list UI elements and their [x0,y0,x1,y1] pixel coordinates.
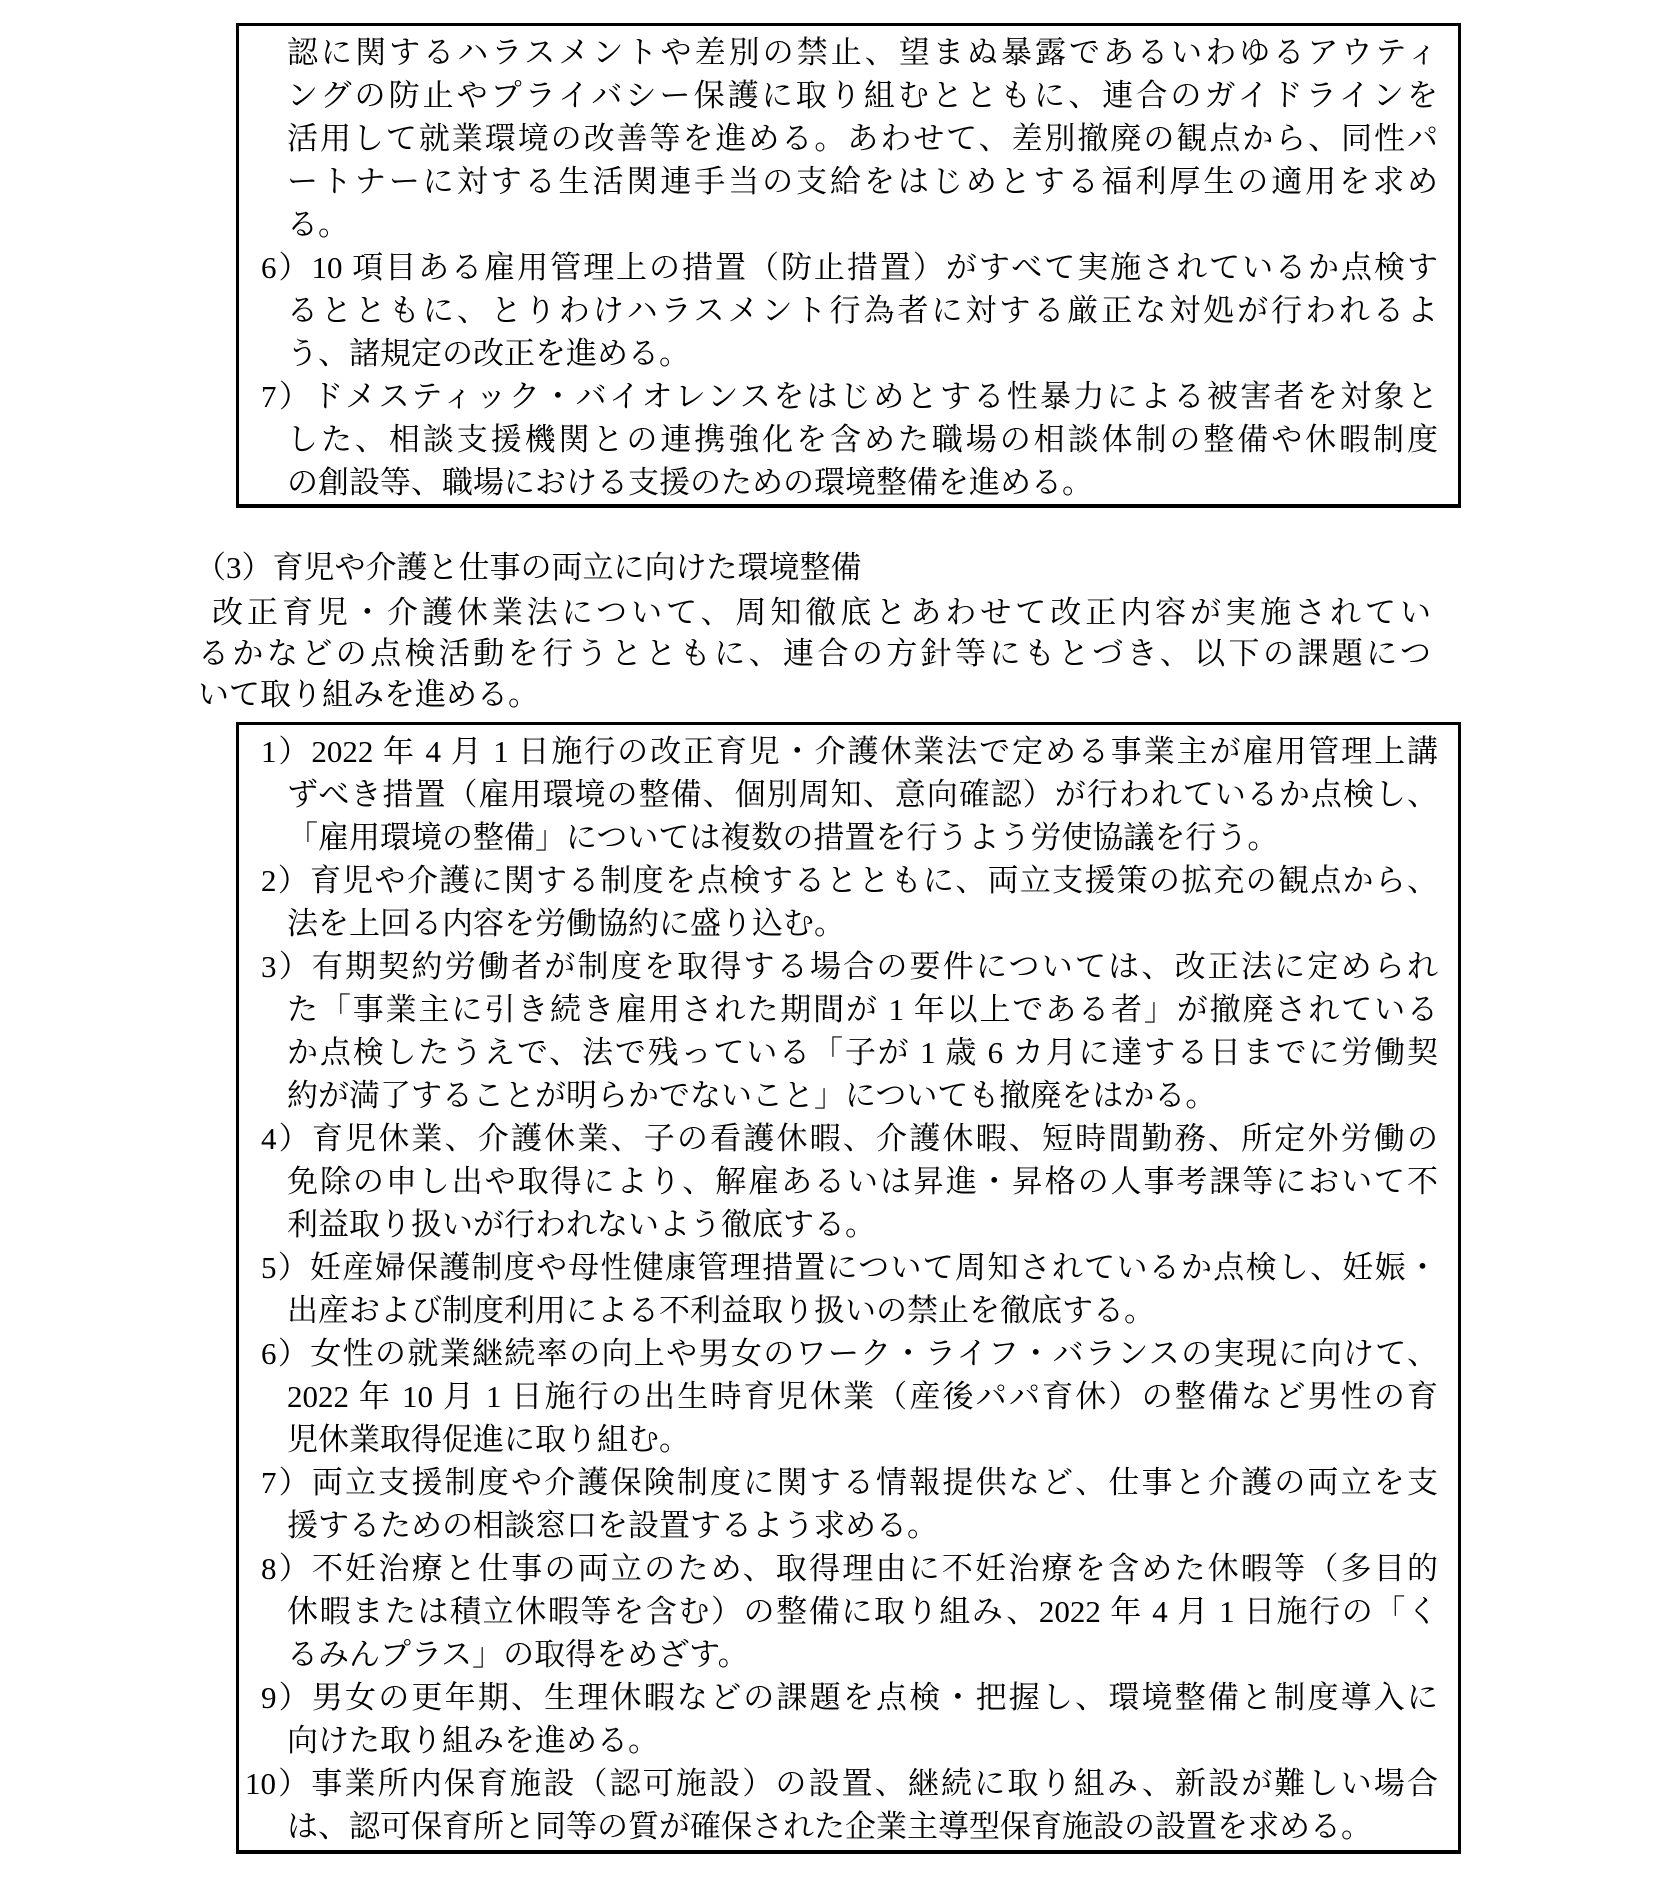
text-line: 5）妊産婦保護制度や母性健康管理措置について周知されているか点検し、妊娠・ [261,1250,1438,1285]
text-line: した、相談支援機関との連携強化を含めた職場の相談体制の整備や休暇制度 [287,422,1438,457]
text-line: ずべき措置（雇用環境の整備、個別周知、意向確認）が行われているか点検し、 [287,777,1438,812]
text-line: 援するための相談窓口を設置するよう求める。 [287,1508,938,1543]
text-line: た「事業主に引き続き雇用された期間が 1 年以上である者」が撤廃されている [287,992,1438,1027]
text-line: 利益取り扱いが行われないよう徹底する。 [287,1207,876,1242]
text-line: 免除の申し出や取得により、解雇あるいは昇進・昇格の人事考課等において不 [287,1164,1438,1199]
section-heading: （3）育児や介護と仕事の両立に向けた環境整備 [195,550,862,585]
paragraph-line: るかなどの点検活動を行うとともに、連合の方針等にもとづき、以下の課題につ [198,636,1431,671]
text-line: か点検したうえで、法で残っている「子が 1 歳 6 カ月に達する日までに労働契 [287,1035,1438,1070]
text-line: 7）ドメスティック・バイオレンスをはじめとする性暴力による被害者を対象と [261,379,1438,414]
text-line: 出産および制度利用による不利益取り扱いの禁止を徹底する。 [287,1293,1155,1328]
text-line: 活用して就業環境の改善等を進める。あわせて、差別撤廃の観点から、同性パ [287,121,1438,156]
paragraph-line: 改正育児・介護休業法について、周知徹底とあわせて改正内容が実施されてい [212,595,1431,630]
text-line: 「雇用環境の整備」については複数の措置を行うよう労使協議を行う。 [287,820,1279,855]
text-line: の創設等、職場における支援のための環境整備を進める。 [287,465,1093,500]
text-line: 8）不妊治療と仕事の両立のため、取得理由に不妊治療を含めた休暇等（多目的 [261,1551,1438,1586]
text-line: 休暇または積立休暇等を含む）の整備に取り組み、2022 年 4 月 1 日施行の「く [287,1594,1438,1629]
text-line: 6）10 項目ある雇用管理上の措置（防止措置）がすべて実施されているか点検す [261,250,1438,285]
text-line: る。 [287,207,349,242]
text-line: るとともに、とりわけハラスメント行為者に対する厳正な対処が行われるよ [287,293,1438,328]
text-line: ートナーに対する生活関連手当の支給をはじめとする福利厚生の適用を求め [287,164,1438,199]
text-line: ングの防止やプライバシー保護に取り組むとともに、連合のガイドラインを [287,78,1438,113]
text-line: 10）事業所内保育施設（認可施設）の設置、継続に取り組み、新設が難しい場合 [245,1766,1438,1801]
text-line: 9）男女の更年期、生理休暇などの課題を点検・把握し、環境整備と制度導入に [261,1680,1438,1715]
text-line: 1）2022 年 4 月 1 日施行の改正育児・介護休業法で定める事業主が雇用管理上講 [261,734,1438,769]
text-line: 2）育児や介護に関する制度を点検するとともに、両立支援策の拡充の観点から、 [261,863,1438,898]
text-line: 2022 年 10 月 1 日施行の出生時育児休業（産後パパ育休）の整備など男性の育 [287,1379,1438,1414]
text-line: 児休業取得促進に取り組む。 [287,1422,690,1457]
text-line: 4）育児休業、介護休業、子の看護休暇、介護休暇、短時間勤務、所定外労働の [261,1121,1438,1156]
box1 [236,23,1461,508]
text-line: 約が満了することが明らかでないこと」についても撤廃をはかる。 [287,1078,1217,1113]
paragraph-line: いて取り組みを進める。 [198,677,539,712]
text-line: 向けた取り組みを進める。 [287,1723,659,1758]
text-line: 6）女性の就業継続率の向上や男女のワーク・ライフ・バランスの実現に向けて、 [261,1336,1438,1371]
text-line: は、認可保育所と同等の質が確保された企業主導型保育施設の設置を求める。 [287,1809,1372,1844]
text-line: るみんプラス」の取得をめざす。 [287,1637,749,1672]
paragraph [198,592,1431,715]
text-line: 7）両立支援制度や介護保険制度に関する情報提供など、仕事と介護の両立を支 [261,1465,1438,1500]
text-line: 認に関するハラスメントや差別の禁止、望まぬ暴露であるいわゆるアウティ [287,35,1438,70]
text-line: う、諸規定の改正を進める。 [287,336,690,371]
text-line: 3）有期契約労働者が制度を取得する場合の要件については、改正法に定められ [261,949,1438,984]
box2 [236,722,1461,1854]
text-line: 法を上回る内容を労働協約に盛り込む。 [287,906,845,941]
